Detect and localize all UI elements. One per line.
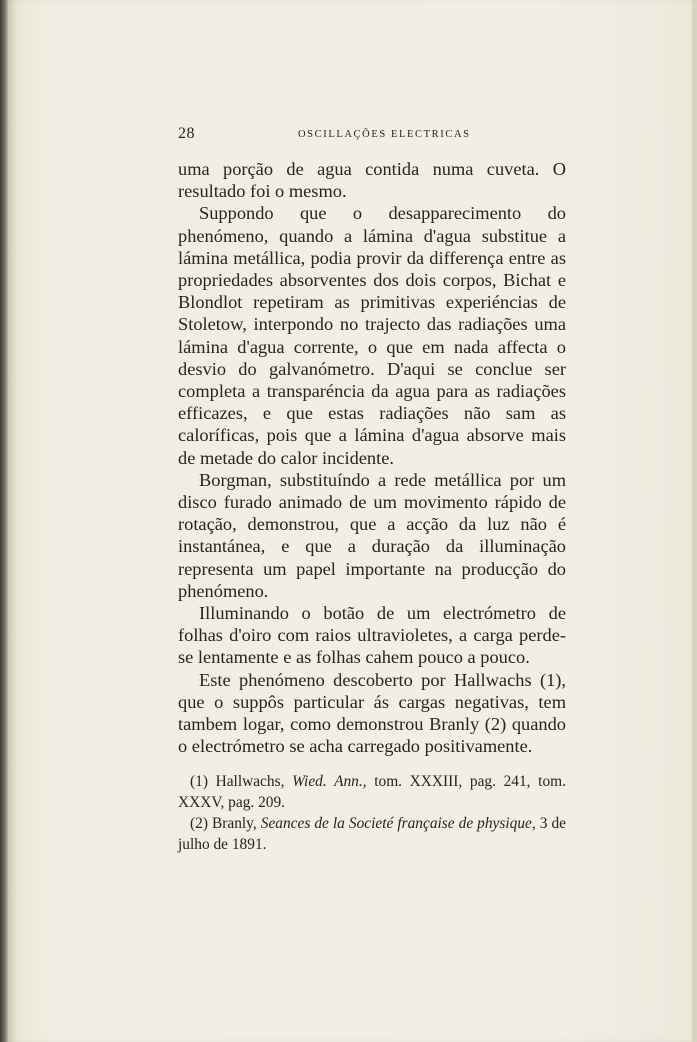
footnote-marker: (2) [190, 815, 208, 832]
paragraph: uma porção de agua contida numa cuveta. O resultado foi o mesmo. [178, 159, 566, 202]
running-title: OSCILLAÇÕES ELECTRICAS [298, 129, 471, 140]
footnote-work: Seances de la Societé française de physique, [260, 815, 536, 832]
paragraph: Borgman, substituíndo a rede metállica por um disco furado animado de um movimento rápido de rotação, demonstrou, que a acção da luz não é instantánea, e que a duração da illuminação representa um papel importante na producção do phenómeno. [178, 469, 566, 601]
page-number: 28 [178, 125, 195, 142]
footnote-author: Branly, [211, 815, 257, 832]
footnote-marker: (1) [190, 773, 208, 790]
footnote-1 [178, 772, 566, 813]
footnote-author: Hallwachs, [215, 773, 285, 790]
running-head [178, 125, 568, 145]
book-gutter-edge [0, 0, 8, 1042]
footnote-work: Wied. Ann., [292, 773, 367, 790]
main-text [178, 158, 566, 757]
paragraph: Suppondo que o desapparecimento do phenómeno, quando a lámina d'agua substitue a lámina metállica, podia provir da differença entre as propriedades absorventes dos dois corpos, Bichat e Blondlot repetiram as primitivas experiéncias de Stoletow, interpondo no trajecto das radiações uma lámina d'agua corrente, o que em nada affecta o desvio do galvanómetro. D'aqui se conclue ser completa a transparéncia da agua para as radiações efficazes, e que estas radiações não sam as caloríficas, pois que a lámina d'agua absorve mais de metade do calor incidente. [178, 203, 566, 468]
footnote-2 [178, 814, 566, 855]
footnote-reference: 3 de julho de 1891. [178, 815, 567, 853]
footnote-reference: tom. XXXIII, pag. 241, tom. XXXV, pag. 209. [178, 773, 566, 811]
paragraph: Illuminando o botão de um electrómetro de folhas d'oiro com raios ultravioletes, a carga perde-se lentamente e as folhas cahem pouco a pouco. [178, 603, 566, 668]
footnotes [178, 772, 566, 855]
paragraph: Este phenómeno descoberto por Hallwachs (1), que o suppôs particular ás cargas negativas, tem tambem logar, como demonstrou Branly (2) quando o electrómetro se acha carregado positivamente. [178, 669, 566, 757]
